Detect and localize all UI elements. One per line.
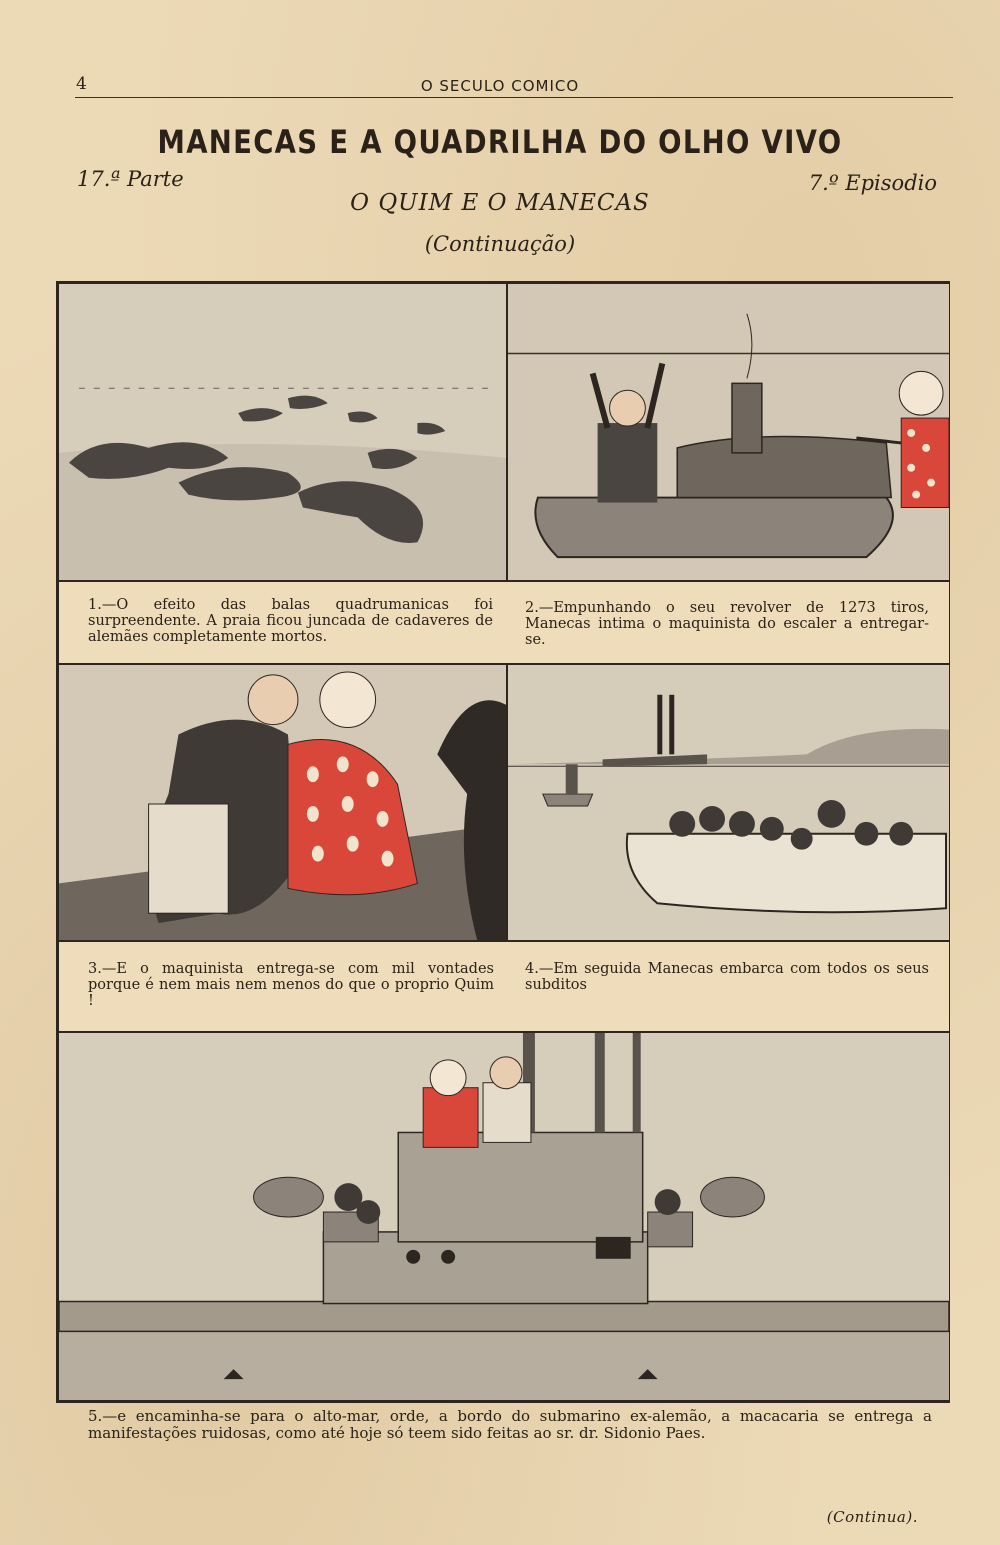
panel-1-illustration: [58, 283, 507, 581]
caption-3: 3.—E o maquinista entrega-se com mil vontades porque é nem mais nem menos do que o proprio Quim !: [88, 961, 494, 1009]
continuation-label: (Continuação): [424, 232, 576, 256]
page-title: MANECAS E A QUADRILHA DO OLHO VIVO: [157, 123, 843, 161]
header-rule: [75, 97, 953, 98]
panel-5-illustration: [58, 1032, 950, 1401]
part-label: 17.ª Parte: [77, 167, 184, 191]
page-number: 4: [76, 74, 87, 94]
publication-name: O SECULO COMICO: [420, 77, 580, 95]
subtitle: O QUIM E O MANECAS: [350, 190, 650, 216]
caption-1: 1.—O efeito das balas quadrumanicas foi surpreendente. A praia ficou juncada de cadaveres de alemães completamente mortos.: [88, 597, 493, 645]
caption-2: 2.—Empunhando o seu revolver de 1273 tiros, Manecas intima o maquinista do escaler a entregar-se.: [525, 600, 929, 648]
caption-band-2: [58, 941, 950, 1032]
caption-band-1: [58, 581, 950, 664]
episode-label: 7.º Episodio: [808, 171, 937, 195]
panel-3-illustration: [58, 664, 507, 941]
caption-5: 5.—e encaminha-se para o alto-mar, orde, a bordo do submarino ex-alemão, a macacaria se entrega a manifestações ruidosas, como até hoje só teem sido feitas ao sr. dr. Sidonio Paes.: [88, 1407, 932, 1443]
caption-4: 4.—Em seguida Manecas embarca com todos os seus subditos: [525, 961, 929, 993]
continua-label: (Continua).: [826, 1508, 918, 1526]
panel-4-illustration: [507, 664, 950, 941]
panel-2-illustration: [507, 283, 950, 581]
comic-strip: [56, 281, 950, 1403]
